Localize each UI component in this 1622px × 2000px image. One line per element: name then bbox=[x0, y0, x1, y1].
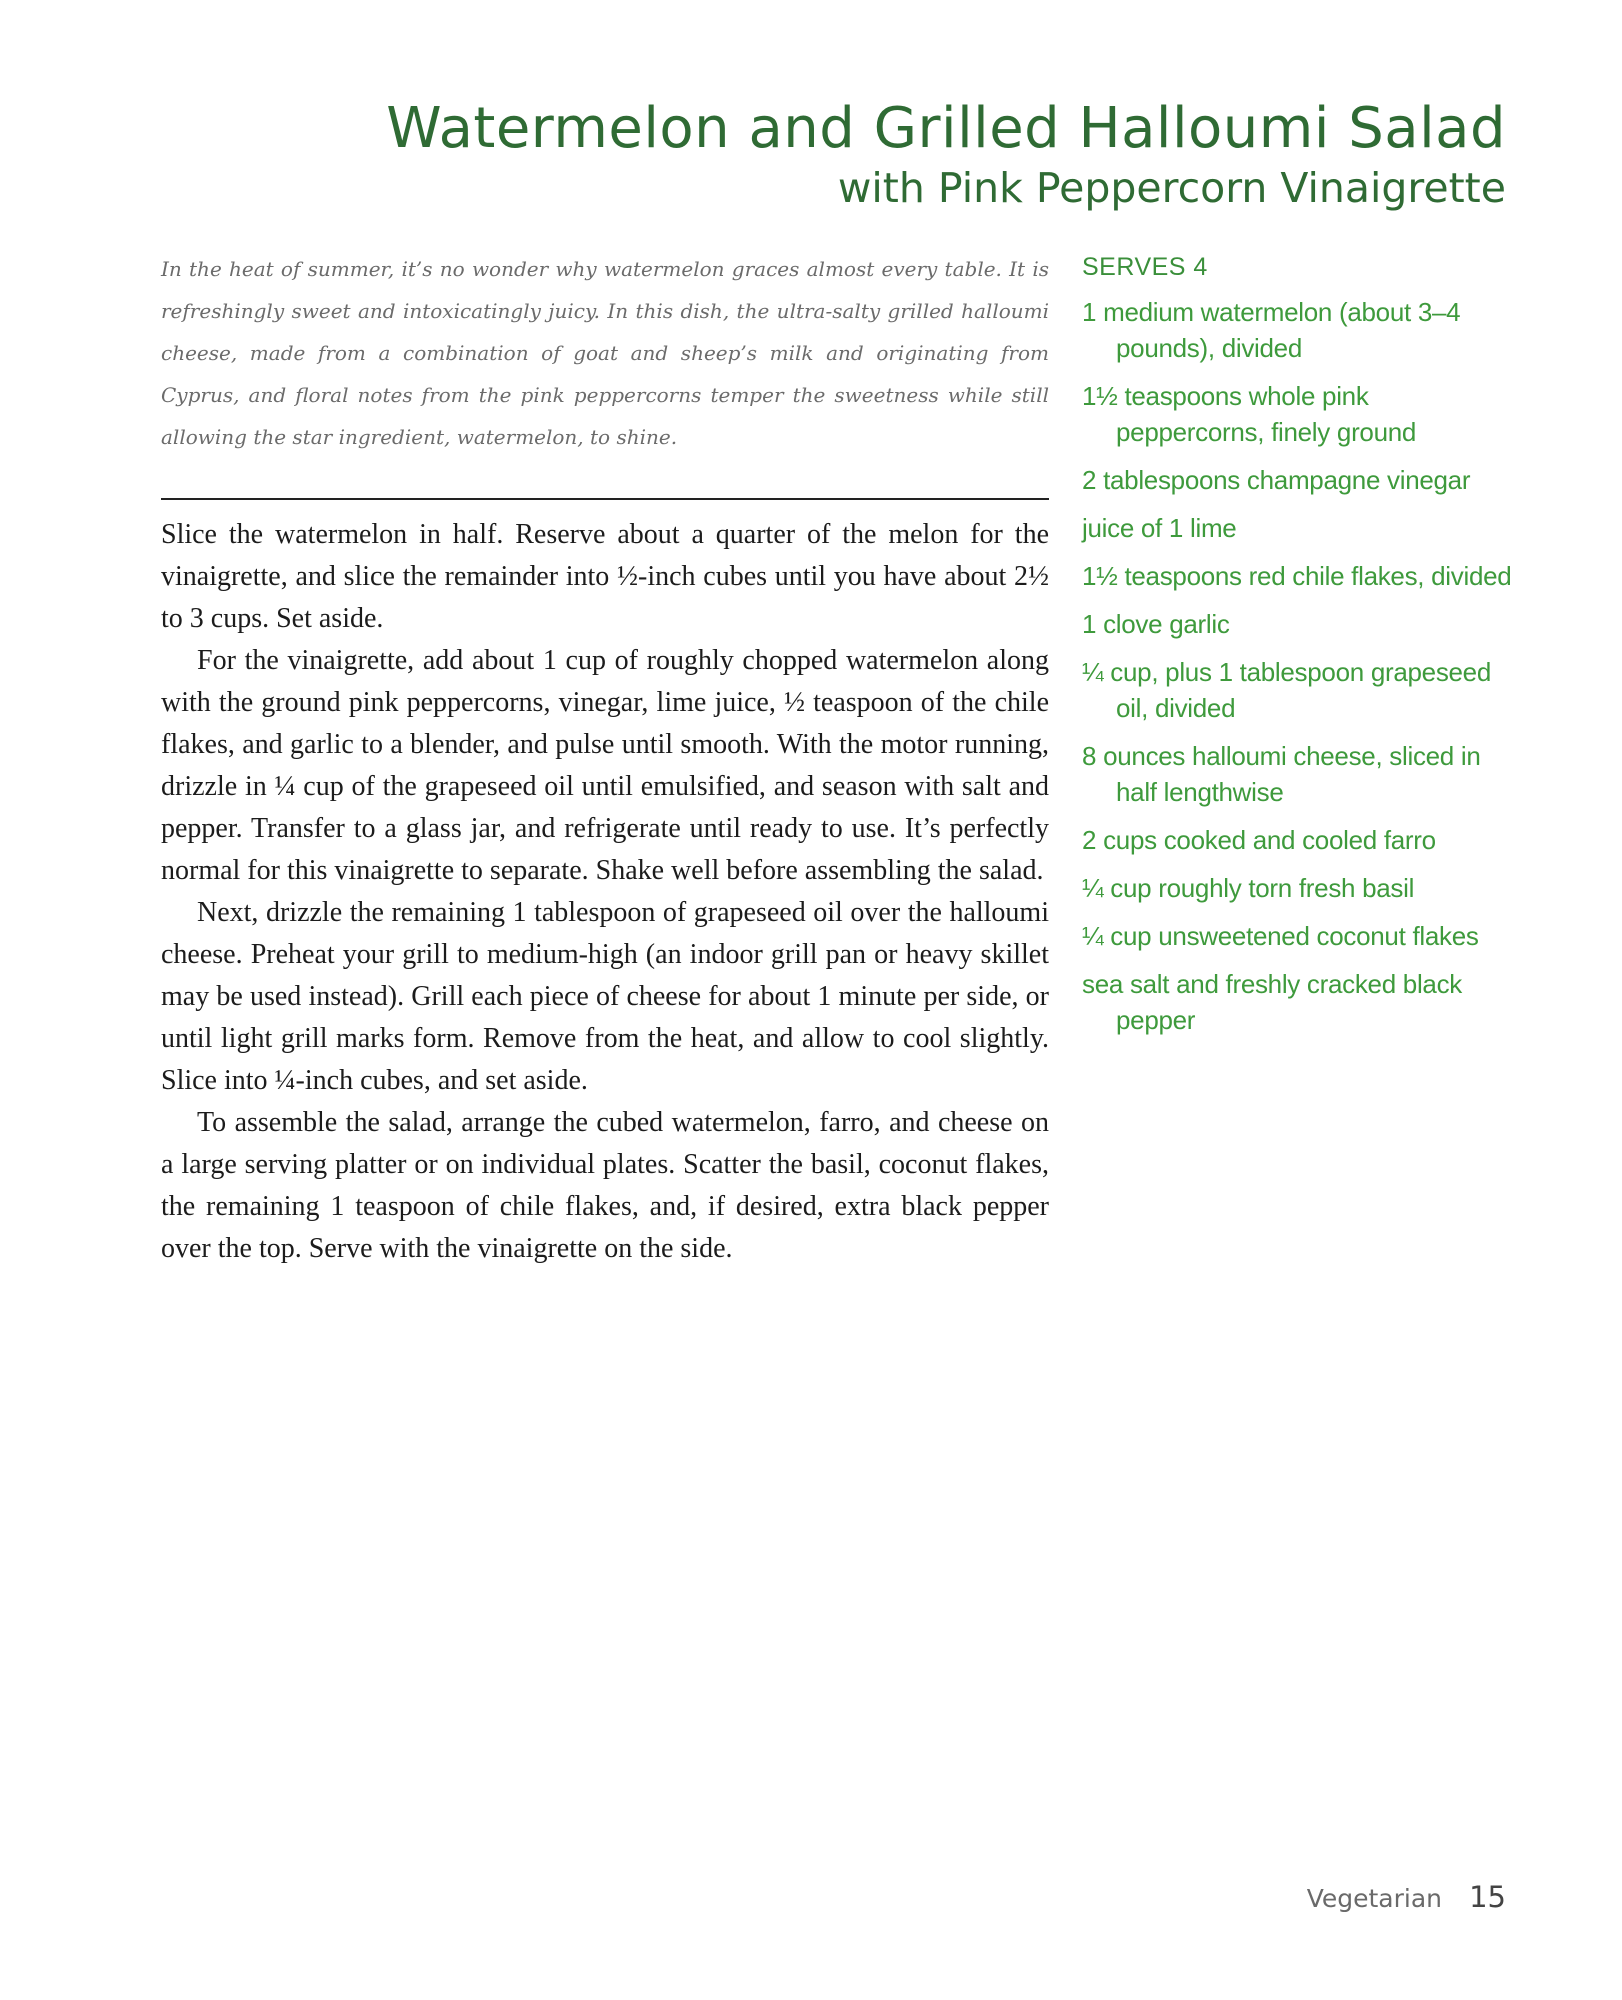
serves-label: SERVES 4 bbox=[1082, 253, 1208, 281]
ingredient-item: 2 tablespoons champagne vinegar bbox=[1082, 465, 1471, 495]
recipe-title: Watermelon and Grilled Halloumi Salad bbox=[386, 96, 1506, 161]
ingredients-column bbox=[1082, 250, 1512, 1050]
instruction-step: For the vinaigrette, add about 1 cup of roughly chopped watermelon along with the ground pink peppercorns, vinegar, lime juice, ½ teaspoon of the chile flakes, and garlic to a blender, and pulse until smooth. With the motor running, drizzle in ¼ cup of the grapeseed oil until emulsified, and season with salt and pepper. Transfer to a glass jar, and refrigerate until ready to use. It’s perfectly normal for this vinaigrette to separate. Shake well before assembling the salad. bbox=[161, 645, 1049, 886]
ingredient-item: 1½ teaspoons red chile flakes, divided bbox=[1082, 561, 1512, 591]
ingredient-item: 8 ounces halloumi cheese, sliced in half lengthwise bbox=[1082, 741, 1481, 807]
instructions bbox=[161, 514, 1049, 1270]
ingredient-item: sea salt and freshly cracked black pepper bbox=[1082, 969, 1462, 1035]
intro-paragraph: In the heat of summer, it’s no wonder why watermelon graces almost every table. It is refreshingly sweet and intoxicatingly juicy. In this dish, the ultra-salty grilled halloumi cheese, made from a combination of goat and sheep’s milk and originating from Cyprus, and floral notes from the pink peppercorns temper the sweetness while still allowing the star ingredient, watermelon, to shine. bbox=[161, 257, 1049, 449]
ingredient-item: ¼ cup roughly torn fresh basil bbox=[1082, 873, 1415, 903]
instruction-step: Next, drizzle the remaining 1 tablespoon of grapeseed oil over the halloumi cheese. Preheat your grill to medium-high (an indoor grill pan or heavy skillet may be used instead). Grill each piece of cheese for about 1 minute per side, or until light grill marks form. Remove from the heat, and allow to cool slightly. Slice into ¼-inch cubes, and set aside. bbox=[161, 897, 1049, 1096]
left-column bbox=[161, 248, 1049, 1270]
section-name: Vegetarian bbox=[1306, 1884, 1442, 1913]
ingredient-list bbox=[1082, 294, 1512, 1038]
ingredient-item: 1½ teaspoons whole pink peppercorns, finely ground bbox=[1082, 381, 1417, 447]
ingredient-item: ¼ cup, plus 1 tablespoon grapeseed oil, divided bbox=[1082, 657, 1491, 723]
instruction-step: Slice the watermelon in half. Reserve about a quarter of the melon for the vinaigrette, and slice the remainder into ½-inch cubes until you have about 2½ to 3 cups. Set aside. bbox=[161, 519, 1049, 634]
section-divider bbox=[161, 498, 1049, 500]
instruction-step: To assemble the salad, arrange the cubed watermelon, farro, and cheese on a large serving platter or on individual plates. Scatter the basil, coconut flakes, the remaining 1 teaspoon of chile flakes, and, if desired, extra black pepper over the top. Serve with the vinaigrette on the side. bbox=[161, 1107, 1049, 1264]
page-number: 15 bbox=[1469, 1880, 1506, 1914]
ingredient-item: juice of 1 lime bbox=[1082, 513, 1237, 543]
ingredient-item: 1 medium watermelon (about 3–4 pounds), divided bbox=[1082, 297, 1461, 363]
title-block bbox=[386, 96, 1506, 214]
ingredient-item: ¼ cup unsweetened coconut flakes bbox=[1082, 921, 1479, 951]
page-footer bbox=[1307, 1880, 1506, 1914]
ingredient-item: 1 clove garlic bbox=[1082, 609, 1230, 639]
ingredient-item: 2 cups cooked and cooled farro bbox=[1082, 825, 1436, 855]
recipe-subtitle: with Pink Peppercorn Vinaigrette bbox=[837, 164, 1506, 212]
